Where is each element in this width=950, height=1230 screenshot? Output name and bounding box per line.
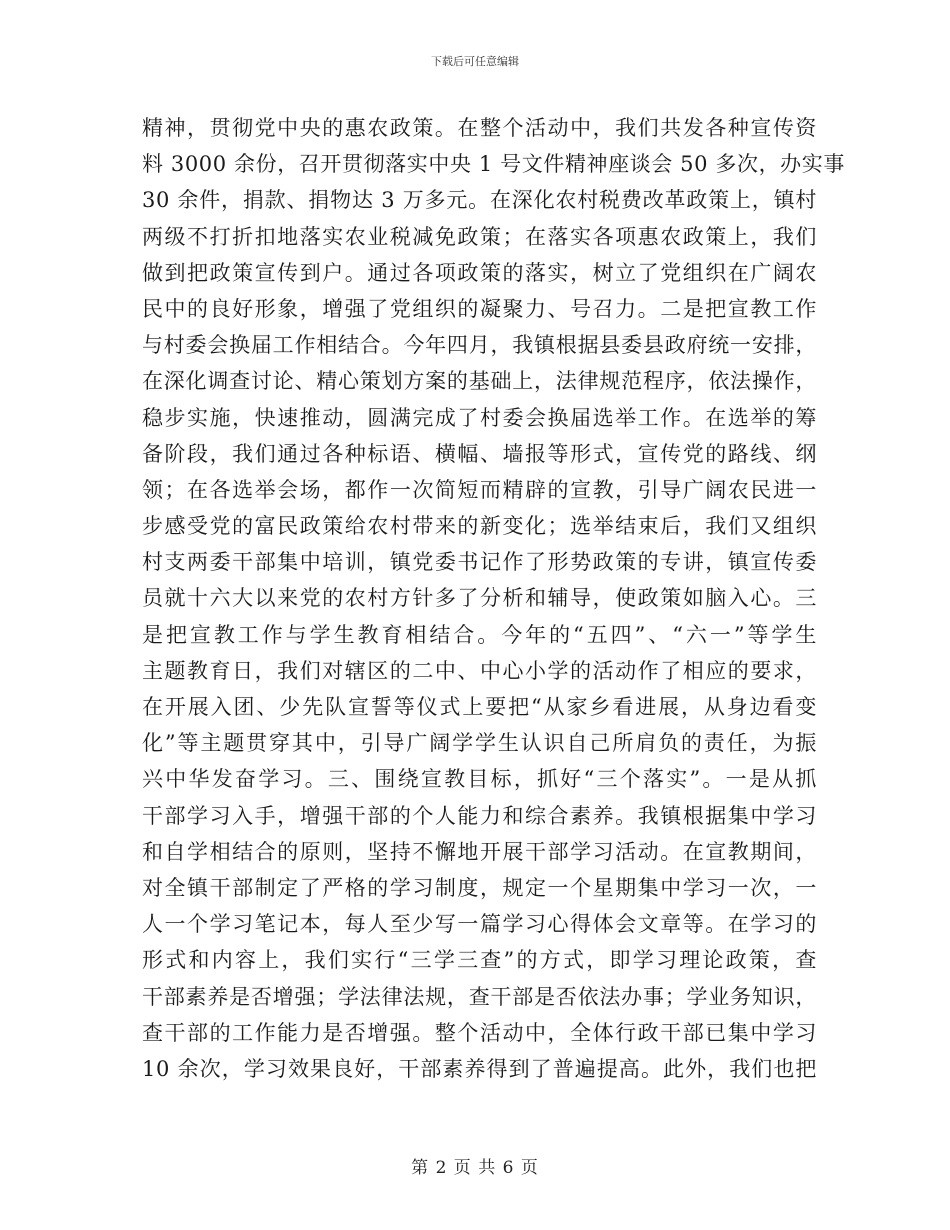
page-footer: 第 2 页 共 6 页: [411, 1158, 539, 1178]
body-line: 查干部的工作能力是否增强。整个活动中，全体行政干部已集中学习: [142, 1020, 817, 1045]
body-line: 是把宣教工作与学生教育相结合。今年的“五四”、“六一”等学生: [142, 622, 817, 647]
body-line: 主题教育日，我们对辖区的二中、中心小学的活动作了相应的要求，: [142, 658, 817, 683]
body-line: 料 3000 余份，召开贯彻落实中央 1 号文件精神座谈会 50 多次，办实事: [142, 152, 845, 177]
body-line: 10 余次，学习效果良好，干部素养得到了普遍提高。此外，我们也把: [142, 1056, 817, 1081]
body-line: 兴中华发奋学习。三、围绕宣教目标，抓好“三个落实”。一是从抓: [142, 767, 817, 792]
body-line: 步感受党的富民政策给农村带来的新变化；选举结束后，我们又组织: [142, 514, 817, 539]
body-line: 做到把政策宣传到户。通过各项政策的落实，树立了党组织在广阔农: [142, 260, 817, 285]
page-header: 下载后可任意编辑: [431, 55, 519, 68]
body-line: 民中的良好形象，增强了党组织的凝聚力、号召力。二是把宣教工作: [142, 296, 817, 321]
body-line: 干部素养是否增强；学法律法规，查干部是否依法办事；学业务知识，: [142, 984, 817, 1009]
body-line: 在开展入团、少先队宣誓等仪式上要把“从家乡看进展，从身边看变: [142, 695, 817, 719]
body-line: 和自学相结合的原则，坚持不懈地开展干部学习活动。在宣教期间，: [142, 839, 817, 864]
body-line: 人一个学习笔记本，每人至少写一篇学习心得体会文章等。在学习的: [142, 912, 817, 937]
body-line: 形式和内容上，我们实行“三学三查”的方式，即学习理论政策，查: [142, 948, 817, 973]
body-line: 与村委会换届工作相结合。今年四月，我镇根据县委县政府统一安排，: [142, 333, 817, 358]
body-line: 化”等主题贯穿其中，引导广阔学学生认识自己所肩负的责任，为振: [142, 731, 817, 756]
body-line: 30 余件，捐款、捐物达 3 万多元。在深化农村税费改革政策上，镇村: [142, 188, 817, 213]
body-line: 稳步实施，快速推动，圆满完成了村委会换届选举工作。在选举的筹: [142, 405, 817, 430]
body-line: 在深化调查讨论、精心策划方案的基础上，法律规范程序，依法操作，: [142, 369, 817, 394]
body-line: 两级不打折扣地落实农业税减免政策；在落实各项惠农政策上，我们: [142, 224, 817, 249]
body-line: 备阶段，我们通过各种标语、横幅、墙报等形式，宣传党的路线、纲: [142, 441, 817, 466]
body-text: [142, 110, 845, 1087]
body-line: 精神，贯彻党中央的惠农政策。在整个活动中，我们共发各种宣传资: [142, 116, 817, 140]
body-line: 村支两委干部集中培训，镇党委书记作了形势政策的专讲，镇宣传委: [142, 550, 817, 575]
body-line: 干部学习入手，增强干部的个人能力和综合素养。我镇根据集中学习: [142, 803, 817, 828]
body-line: 领；在各选举会场，都作一次简短而精辟的宣教，引导广阔农民进一: [142, 477, 817, 502]
body-line: 员就十六大以来党的农村方针多了分析和辅导，使政策如脑入心。三: [142, 586, 817, 611]
body-line: 对全镇干部制定了严格的学习制度，规定一个星期集中学习一次，一: [142, 875, 817, 900]
